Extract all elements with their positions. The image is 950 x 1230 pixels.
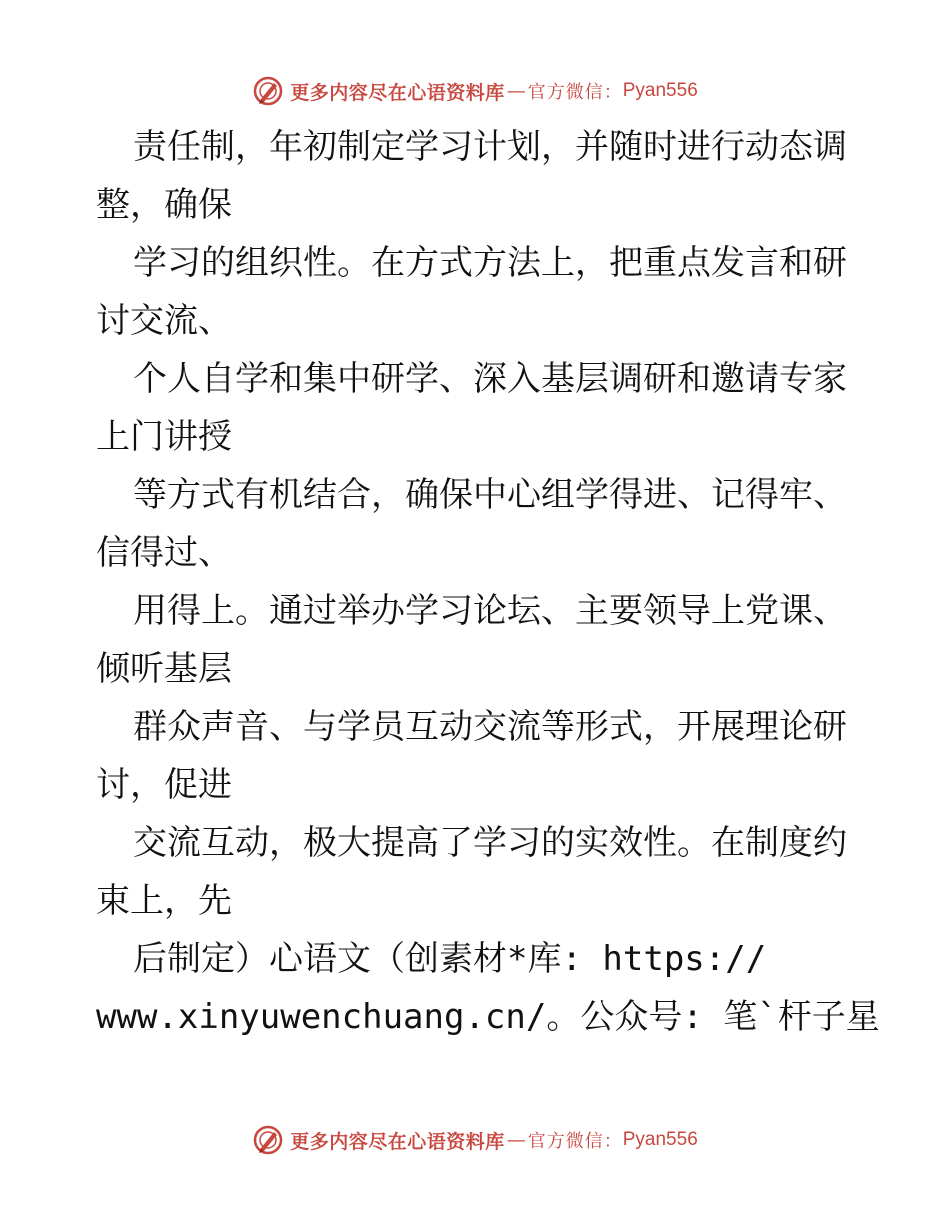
text-line: 束上，先 — [96, 881, 232, 921]
header-main-text: 更多内容尽在心语资料库 — [290, 81, 505, 104]
text-line: 用得上。通过举办学习论坛、主要领导上党课、 — [133, 591, 847, 631]
text-line: 信得过、 — [96, 533, 232, 573]
text-line: 上门讲授 — [96, 417, 232, 457]
header-dash: — — [506, 80, 526, 102]
header-sub-text: 官方微信： — [527, 82, 623, 103]
footer-dash: — — [506, 1129, 526, 1151]
text-line: 讨，促进 — [96, 765, 232, 805]
text-line: 整，确保 — [96, 185, 232, 225]
text-line: 群众声音、与学员互动交流等形式，开展理论研 — [133, 707, 847, 747]
header-wechat-id: Pyan556 — [622, 80, 698, 101]
footer-main-text: 更多内容尽在心语资料库 — [290, 1130, 505, 1153]
text-line: 责任制，年初制定学习计划，并随时进行动态调 — [133, 127, 847, 167]
text-line: 后制定）心语文（创素材*库: https:// — [133, 939, 767, 979]
header-watermark — [0, 73, 950, 109]
text-line: 个人自学和集中研学、深入基层调研和邀请专家 — [133, 359, 847, 399]
pen-nib-logo-icon — [252, 75, 284, 107]
pen-nib-logo-icon — [252, 1124, 284, 1156]
text-line: 学习的组织性。在方式方法上，把重点发言和研 — [133, 243, 847, 283]
footer-watermark — [0, 1122, 950, 1158]
footer-wechat-id: Pyan556 — [622, 1129, 698, 1150]
body-text — [96, 118, 880, 1046]
text-line: 倾听基层 — [96, 649, 232, 689]
text-line: 等方式有机结合，确保中心组学得进、记得牢、 — [133, 475, 847, 515]
text-line: 讨交流、 — [96, 301, 232, 341]
text-line: 交流互动，极大提高了学习的实效性。在制度约 — [133, 823, 847, 863]
footer-sub-text: 官方微信： — [527, 1131, 623, 1152]
text-line: www.xinyuwenchuang.cn/。公众号: 笔`杆子星 — [96, 997, 880, 1037]
